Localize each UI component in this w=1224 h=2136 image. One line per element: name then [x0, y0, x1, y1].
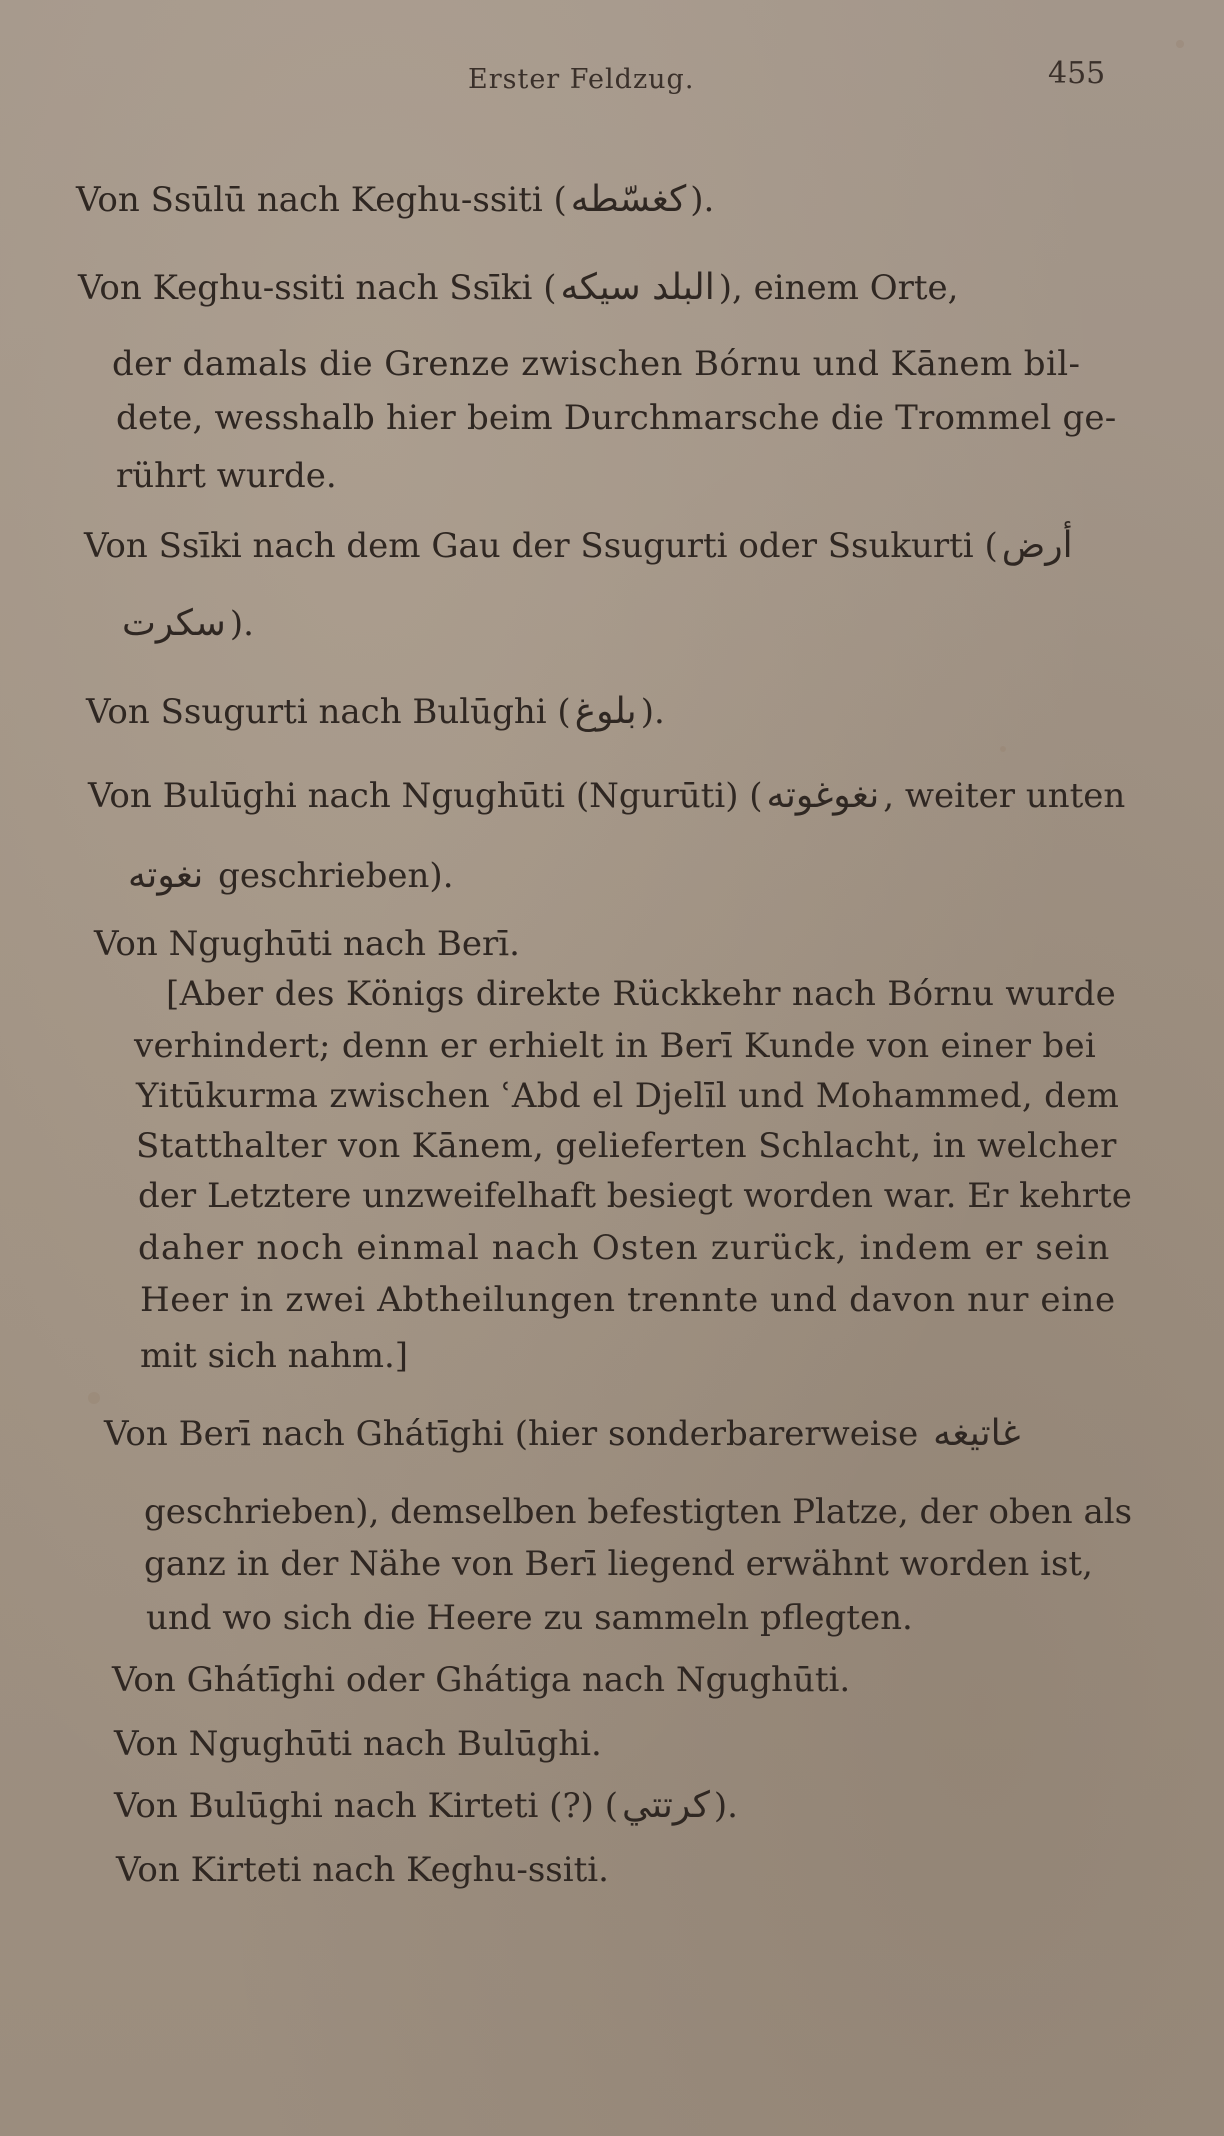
text-line — [114, 1724, 602, 1764]
line-text: der damals die Grenze zwischen Bórnu und Kānem bil- — [112, 344, 1081, 384]
text-line — [136, 1076, 1119, 1116]
text-line — [166, 974, 1116, 1014]
arabic-script: كرتتي — [622, 1785, 710, 1826]
text-line — [144, 1492, 1132, 1532]
text-line — [78, 268, 958, 308]
text-line — [116, 398, 1116, 438]
text-line — [112, 1660, 850, 1700]
line-text: verhindert; denn er erhielt in Berī Kunde von einer bei — [134, 1026, 1097, 1066]
text-line — [136, 1126, 1117, 1166]
line-text: ), einem Orte, — [718, 268, 959, 308]
arabic-script: كغسّطه — [570, 179, 687, 220]
arabic-script: بلوغ — [574, 691, 637, 732]
paper-spot — [1176, 40, 1184, 48]
text-line — [118, 604, 254, 644]
line-text: ). — [640, 692, 665, 732]
arabic-script: غاتيغه — [933, 1413, 1021, 1454]
line-text: geschrieben), demselben befestigten Platze, der oben als — [144, 1492, 1133, 1532]
line-text: ). — [690, 180, 715, 220]
line-text: Von Keghu-ssiti nach Ssīki ( — [78, 268, 557, 308]
text-line — [140, 1280, 1116, 1320]
line-text: Von Bulūghi nach Kirteti (?) ( — [114, 1786, 619, 1826]
paper-spot — [88, 1392, 100, 1404]
arabic-script: سكرت — [122, 603, 226, 644]
text-line — [138, 1228, 1111, 1268]
text-line — [116, 1850, 609, 1890]
line-text: geschrieben). — [207, 856, 454, 896]
running-head: Erster Feldzug. — [468, 64, 695, 95]
line-text: Von Berī nach Ghátīghi (hier sonderbarerweise — [104, 1414, 930, 1454]
line-text: der Letztere unzweifelhaft besiegt worden war. Er kehrte — [138, 1176, 1132, 1216]
text-line — [114, 1786, 738, 1826]
arabic-script: أرض — [1001, 525, 1073, 566]
arabic-script: البلد سيكه — [560, 267, 715, 308]
line-text: , weiter unten — [883, 776, 1126, 816]
line-text: rührt wurde. — [116, 456, 337, 496]
text-line — [94, 924, 520, 964]
page-number: 455 — [1048, 56, 1106, 91]
line-text: Von Ssūlū nach Keghu-ssiti ( — [76, 180, 567, 220]
text-line — [86, 692, 665, 732]
line-text: Yitūkurma zwischen ʿAbd el Djelīl und Mohammed, dem — [136, 1076, 1120, 1116]
line-text: Von Ngughūti nach Bulūghi. — [114, 1724, 602, 1764]
line-text: [Aber des Königs direkte Rückkehr nach Bórnu wurde — [166, 974, 1117, 1014]
text-line — [124, 856, 454, 896]
line-text: Von Ssugurti nach Bulūghi ( — [86, 692, 571, 732]
text-line — [76, 180, 714, 220]
line-text: Von Kirteti nach Keghu-ssiti. — [116, 1850, 609, 1890]
line-text: ). — [229, 604, 254, 644]
text-line — [138, 1176, 1132, 1216]
text-line — [140, 1336, 408, 1376]
line-text: Von Ngughūti nach Berī. — [94, 924, 520, 964]
line-text: Von Ghátīghi oder Ghátiga nach Ngughūti. — [112, 1660, 851, 1700]
text-line — [146, 1598, 913, 1638]
line-text: mit sich nahm.] — [140, 1336, 409, 1376]
text-line — [88, 776, 1125, 816]
text-line — [84, 526, 1077, 566]
line-text: Von Bulūghi nach Ngughūti (Ngurūti) ( — [88, 776, 763, 816]
text-line — [104, 1414, 1024, 1454]
line-text: ). — [713, 1786, 738, 1826]
arabic-script: نغوغوته — [766, 775, 880, 816]
line-text: und wo sich die Heere zu sammeln pflegten. — [146, 1598, 913, 1638]
line-text: daher noch einmal nach Osten zurück, indem er sein — [138, 1228, 1111, 1268]
line-text: ganz in der Nähe von Berī liegend erwähnt worden ist, — [144, 1544, 1093, 1584]
line-text: Statthalter von Kānem, gelieferten Schlacht, in welcher — [136, 1126, 1117, 1166]
line-text: Heer in zwei Abtheilungen trennte und davon nur eine — [140, 1280, 1116, 1320]
text-line — [134, 1026, 1096, 1066]
paper-spot — [1000, 746, 1006, 752]
line-text: Von Ssīki nach dem Gau der Ssugurti oder Ssukurti ( — [84, 526, 998, 566]
text-line — [112, 344, 1080, 384]
text-line — [144, 1544, 1093, 1584]
text-line — [116, 456, 337, 496]
arabic-script: نغوته — [128, 855, 204, 896]
line-text: dete, wesshalb hier beim Durchmarsche die Trommel ge- — [116, 398, 1117, 438]
